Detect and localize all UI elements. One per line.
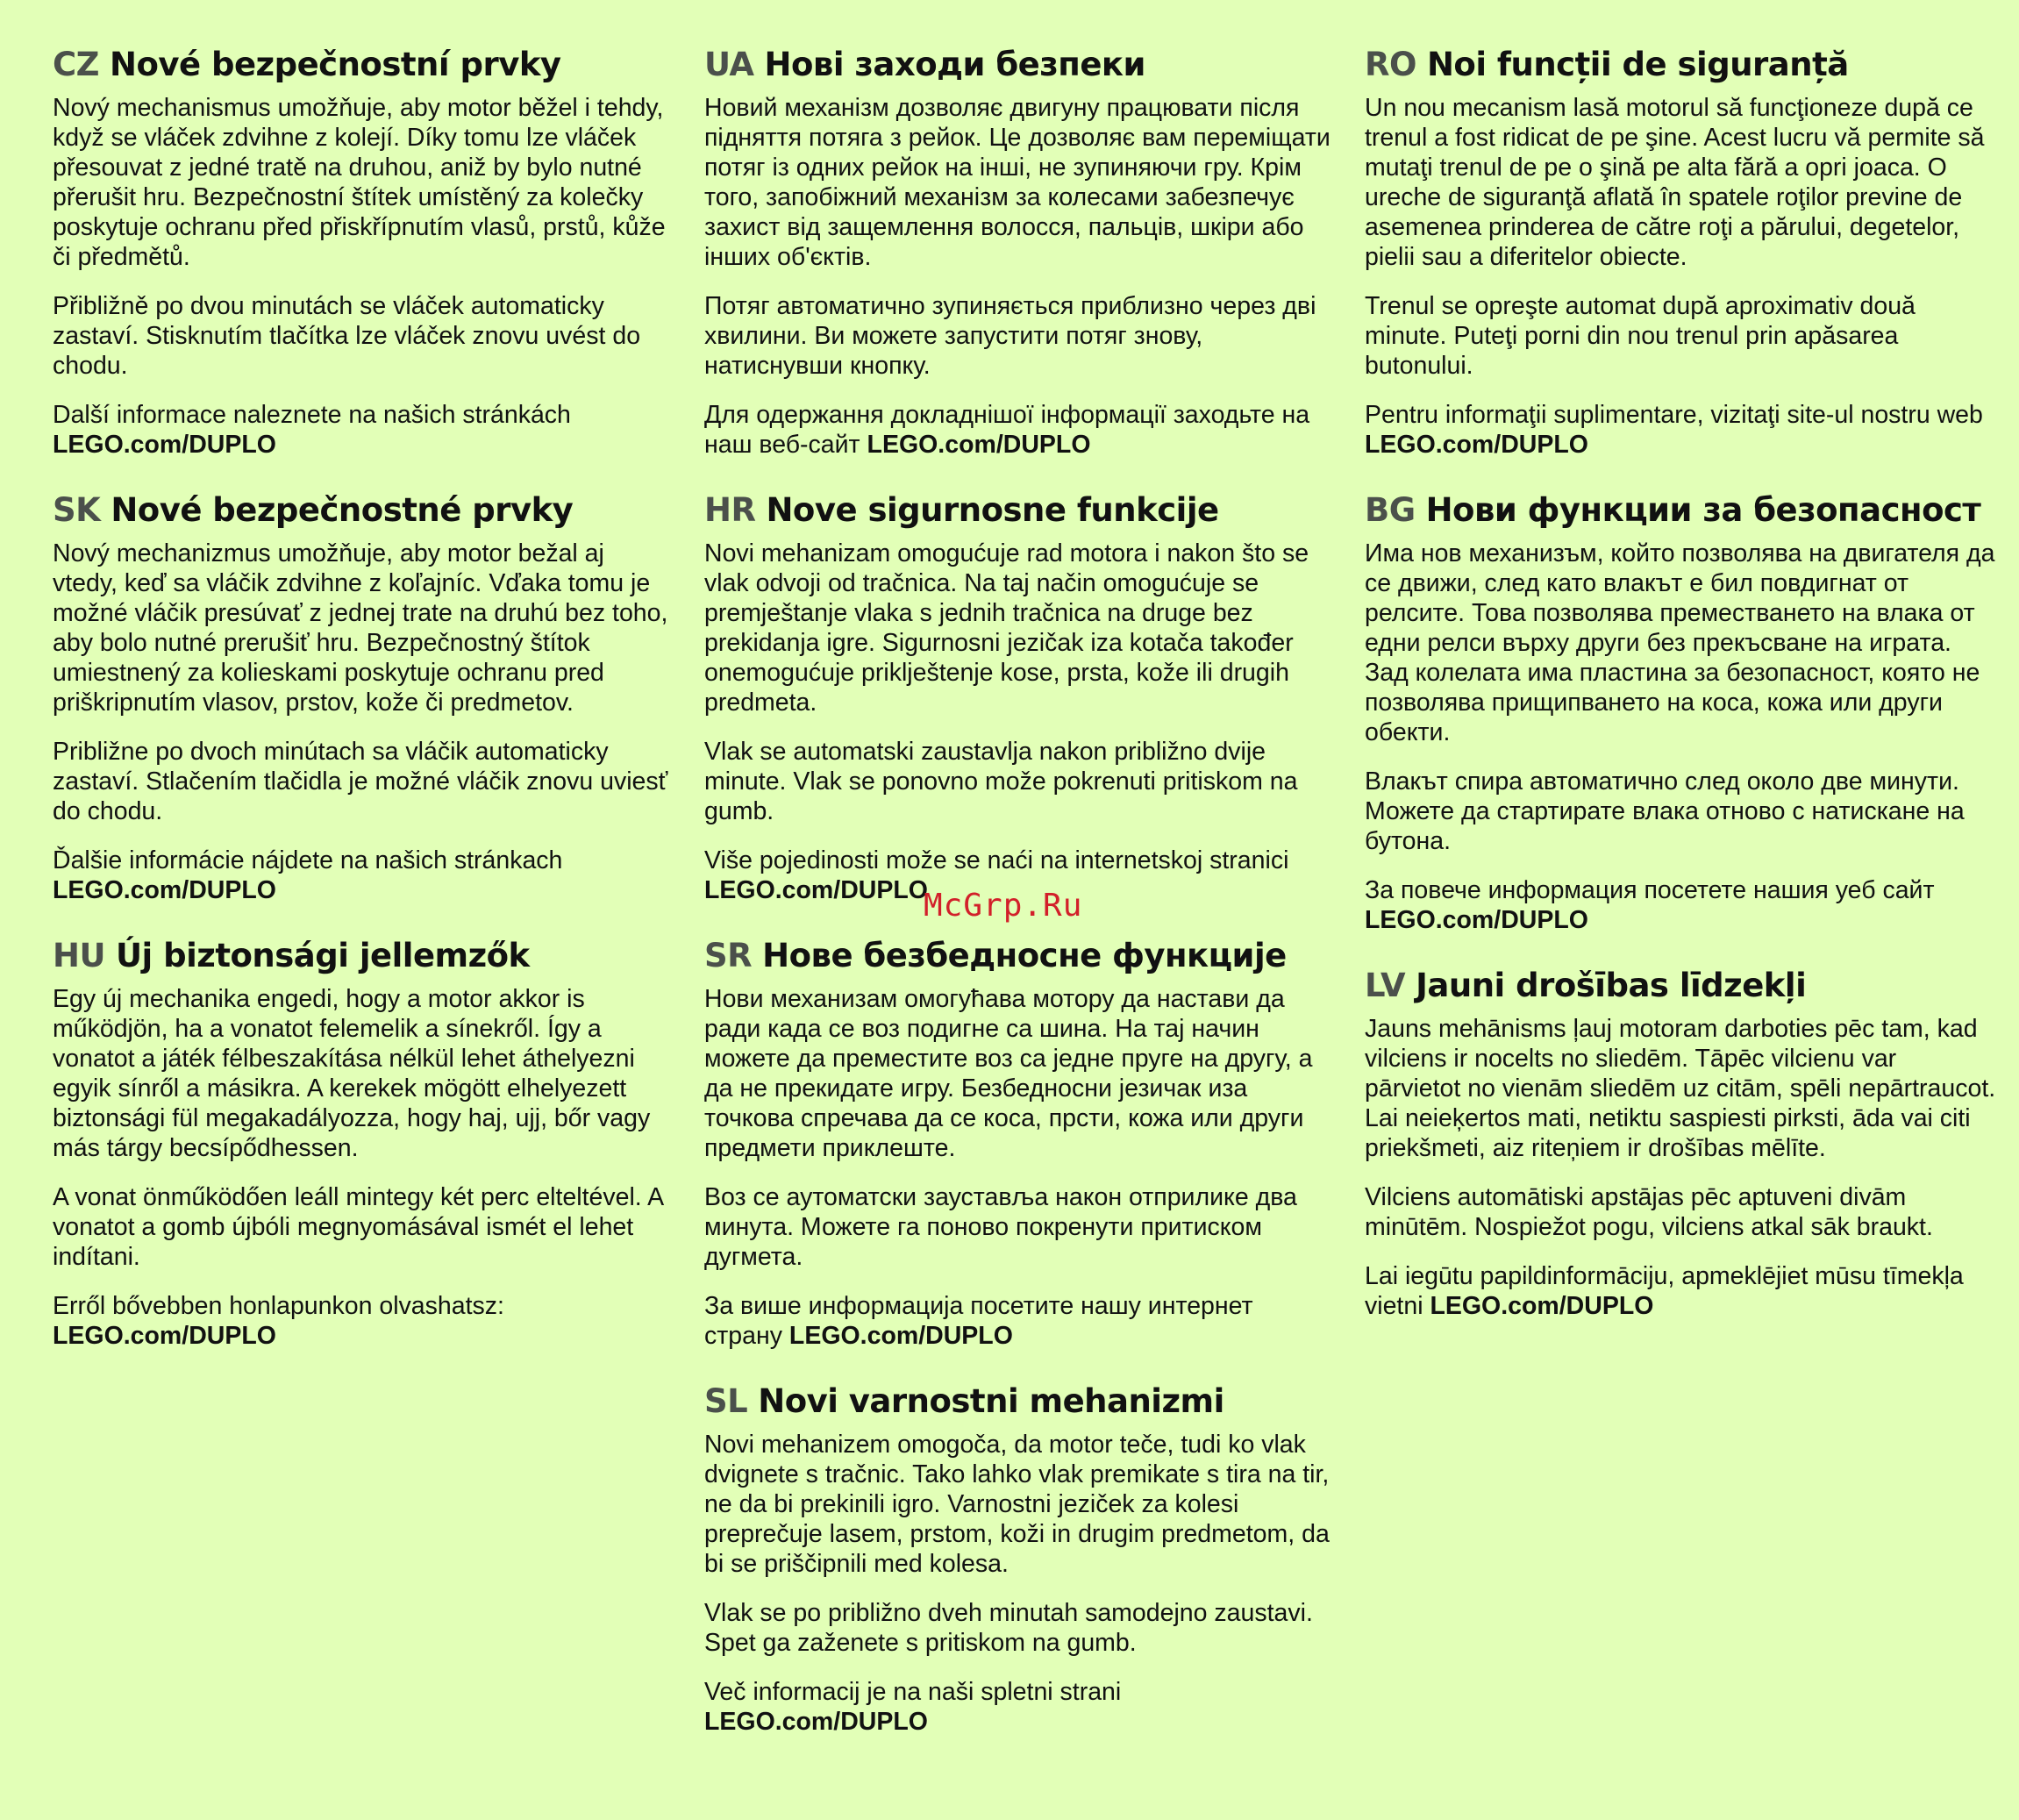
section-hu [53,937,675,1351]
section-title: Novi varnostni mehanizmi [758,1382,1224,1420]
section-title: Noi funcții de siguranță [1426,46,1849,83]
language-code: BG [1365,491,1416,529]
website-link[interactable]: LEGO.com/DUPLO [1365,906,1588,934]
paragraph-more-info [1365,400,1996,460]
more-info-text: Další informace naleznete na našich stránkách [53,401,571,429]
paragraph-auto-stop: A vonat önműködően leáll mintegy két perc elteltével. A vonatot a gomb újbóli megnyomásával ismét el lehet indítani. [53,1183,663,1271]
section-hr [704,491,1336,905]
more-info-text: Več informacij je na naši spletni strani [704,1678,1122,1706]
paragraph-more-info [53,1291,675,1351]
language-code: SR [704,937,753,974]
paragraph-description: Egy új mechanika engedi, hogy a motor akkor is működjön, ha a vonatot felemelik a sínekről. Így a vonatot a játék félbeszakítása nélkül lehet áthelyezni egyik sínről a másikra. A kerekek mögött elhelyezett biztonsági fül megakadályozza, hogy haj, ujj, bőr vagy más tárgy becsípődhessen. [53,985,651,1162]
paragraph-more-info [704,400,1336,460]
more-info-text: Ďalšie informácie nájdete na našich stránkach [53,846,563,874]
more-info-text: За повече информация посетете нашия уеб сайт [1365,876,1935,904]
section-bg [1365,491,1996,935]
paragraph-description: Nový mechanizmus umožňuje, aby motor bežal aj vtedy, keď sa vláčik zdvihne z koľajníc. Vďaka tomu je možné vláčik presúvať z jednej trate na druhú bez toho, aby bolo nutné prerušiť hru. Bezpečnostný štítok umiestnený za kolieskami poskytuje ochranu pred priškripnutím vlasov, prstov, kože či predmetov. [53,539,668,717]
more-info-text: Više pojedinosti može se naći na internetskoj stranici [704,846,1289,874]
section-sk [53,491,675,905]
language-code: CZ [53,46,99,83]
section-heading [53,491,675,530]
section-heading [704,1382,1336,1421]
paragraph-more-info [53,846,675,905]
website-link[interactable]: LEGO.com/DUPLO [53,1322,276,1350]
more-info-text: Pentru informaţii suplimentare, vizitaţi site-ul nostru web [1365,401,1983,429]
paragraph-auto-stop: Воз се аутоматски зауставља након отприлике два минута. Можете га поново покренути притиском дугмета. [704,1183,1297,1271]
language-code: UA [704,46,754,83]
section-heading [1365,967,1996,1005]
section-heading [53,937,675,975]
paragraph-more-info [704,1291,1336,1351]
website-link[interactable]: LEGO.com/DUPLO [704,876,928,904]
column-1 [53,46,675,1382]
website-link[interactable]: LEGO.com/DUPLO [1365,431,1588,459]
paragraph-more-info [704,1677,1336,1737]
website-link[interactable]: LEGO.com/DUPLO [788,1322,1013,1350]
website-link[interactable]: LEGO.com/DUPLO [704,1708,928,1736]
section-heading [704,937,1336,975]
section-lv [1365,967,1996,1321]
column-3 [1365,46,1996,1353]
section-title: Nové bezpečnostní prvky [109,46,561,83]
paragraph-auto-stop: Vlak se po približno dveh minutah samodejno zaustavi. Spet ga zaženete s pritiskom na gumb. [704,1599,1313,1657]
website-link[interactable]: LEGO.com/DUPLO [1430,1292,1654,1320]
more-info-text: Erről bővebben honlapunkon olvashatsz: [53,1292,504,1320]
paragraph-more-info [1365,1261,1996,1321]
language-code: SK [53,491,101,529]
website-link[interactable]: LEGO.com/DUPLO [867,431,1091,459]
paragraph-description: Novi mehanizem omogoča, da motor teče, tudi ko vlak dvignete s tračnic. Tako lahko vlak premikate s tira na tir, ne da bi prekinili igro. Varnostni jeziček za kolesi preprečuje lasem, prstom, koži in drugim predmetom, da bi se priščipnili med kolesa. [704,1431,1330,1578]
watermark: McGrp.Ru [924,888,1083,924]
paragraph-auto-stop: Trenul se opreşte automat după aproximativ două minute. Puteţi porni din nou trenul prin apăsarea butonului. [1365,292,1916,380]
section-heading [704,491,1336,530]
section-title: Új biztonsági jellemzők [116,937,530,974]
paragraph-description: Нови механизам омогућава мотору да настави да ради када се воз подигне са шина. На тај начин можете да преместите воз са једне пруге на другу, а да не прекидате игру. Безбедносни језичак иза точкова спречава да се коса, прсти, кожа или други предмети приклеште. [704,985,1313,1162]
language-code: RO [1365,46,1416,83]
section-title: Нове безбедносне функције [762,937,1287,974]
paragraph-auto-stop: Потяг автоматично зупиняється приблизно через дві хвилини. Ви можете запустити потяг знову, натиснувши кнопку. [704,292,1316,380]
paragraph-description: Новий механізм дозволяє двигуну працювати після підняття потяга з рейок. Це дозволяє вам переміщати потяг із одних рейок на інші, не зупиняючи гру. Крім того, запобіжний механізм за колесами забезпечує захист від защемлення волосся, пальців, шкіри або інших об'єктів. [704,94,1331,271]
section-title: Нові заходи безпеки [764,46,1145,83]
language-code: HU [53,937,106,974]
more-info-text: За више информација посетите нашу интернет страну [704,1292,1253,1350]
paragraph-more-info [53,400,675,460]
section-sl [704,1382,1336,1737]
paragraph-description: Un nou mecanism lasă motorul să funcţioneze după ce trenul a fost ridicat de pe şine. Acest lucru vă permite să mutaţi trenul de pe o şină pe alta fără a opri joaca. O ureche de siguranţă aflată în spatele roţilor previne de asemenea prinderea de către roţi a părului, degetelor, pielii sau a diferitelor obiecte. [1365,94,1985,271]
more-info-text: Lai iegūtu papildinformāciju, apmeklējiet mūsu tīmekļa vietni [1365,1262,1964,1320]
language-code: HR [704,491,756,529]
paragraph-auto-stop: Влакът спира автоматично след около две минути. Можете да стартирате влака отново с натискане на бутона. [1365,767,1965,855]
paragraph-auto-stop: Vlak se automatski zaustavlja nakon približno dvije minute. Vlak se ponovno može pokrenuti pritiskom na gumb. [704,738,1298,825]
section-ro [1365,46,1996,460]
section-heading [1365,46,1996,84]
paragraph-description: Jauns mehānisms ļauj motoram darboties pēc tam, kad vilciens ir nocelts no sliedēm. Tāpēc vilcienu var pārvietot no vienām sliedēm uz citām, spēli nepārtraucot. Lai neieķertos mati, netiktu saspiesti pirksti, āda vai citi priekšmeti, aiz riteņiem ir drošības mēlīte. [1365,1015,1996,1162]
paragraph-description: Novi mehanizam omogućuje rad motora i nakon što se vlak odvoji od tračnica. Na taj način omogućuje se premještanje vlaka s jednih tračnica na druge bez prekidanja igre. Sigurnosni jezičak iza kotača također onemogućuje priklještenje kose, prsta, kože ili drugih predmeta. [704,539,1309,717]
paragraph-more-info [1365,875,1996,935]
paragraph-description: Има нов механизъм, който позволява на двигателя да се движи, след като влакът е бил повдигнат от релсите. Това позволява преместването на влака от едни релси върху други без прекъсване на играта. Зад колелата има пластина за безопасност, която не позволява прищипването на коса, кожа или други обекти. [1365,539,1995,746]
paragraph-auto-stop: Přibližně po dvou minutách se vláček automaticky zastaví. Stisknutím tlačítka lze vláček znovu uvést do chodu. [53,292,641,380]
section-title: Нови функции за безопасност [1425,491,1981,529]
paragraph-auto-stop: Približne po dvoch minútach sa vláčik automaticky zastaví. Stlačením tlačidla je možné vláčik znovu uviesť do chodu. [53,738,668,825]
language-code: SL [704,1382,748,1420]
more-info-text: Для одержання докладнішої інформації заходьте на наш веб-сайт [704,401,1310,459]
language-code: LV [1365,967,1406,1004]
section-title: Nové bezpečnostné prvky [111,491,574,529]
section-heading [704,46,1336,84]
website-link[interactable]: LEGO.com/DUPLO [53,876,276,904]
section-heading [53,46,675,84]
section-heading [1365,491,1996,530]
section-ua [704,46,1336,460]
section-sr [704,937,1336,1351]
section-title: Nove sigurnosne funkcije [766,491,1219,529]
website-link[interactable]: LEGO.com/DUPLO [53,431,276,459]
section-title: Jauni drošības līdzekļi [1416,967,1807,1004]
section-cz [53,46,675,460]
paragraph-auto-stop: Vilciens automātiski apstājas pēc aptuveni divām minūtēm. Nospiežot pogu, vilciens atkal sāk braukt. [1365,1183,1933,1241]
paragraph-description: Nový mechanismus umožňuje, aby motor běžel i tehdy, když se vláček zdvihne z kolejí. Díky tomu lze vláček přesouvat z jedné tratě na druhou, aniž by bylo nutné přerušit hru. Bezpečnostní štítek umístěný za kolečky poskytuje ochranu před přiskřípnutím vlasů, prstů, kůže či předmětů. [53,94,666,271]
